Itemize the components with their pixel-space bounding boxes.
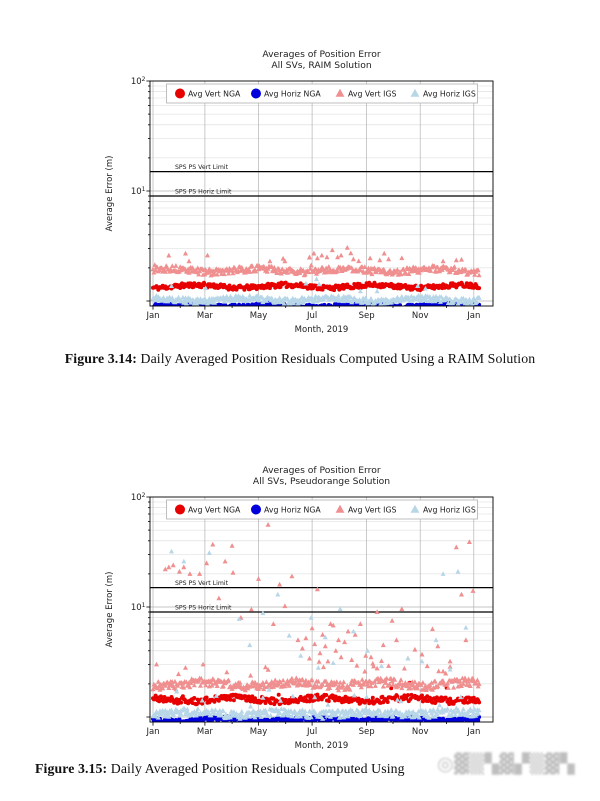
watermark-logo-icon: ◎: [437, 753, 455, 775]
sps-limit-label: SPS PS Horiz Limit: [175, 188, 232, 196]
chart-title-line1: Averages of Position Error: [262, 465, 381, 476]
legend-label: Avg Horiz IGS: [423, 89, 476, 99]
y-tick-label: $10^2$: [130, 75, 146, 88]
legend-circle-marker: [251, 89, 261, 99]
legend-label: Avg Vert NGA: [188, 89, 241, 99]
chart-legend: [167, 84, 478, 103]
x-tick-label: Jul: [306, 311, 318, 321]
figure-3-14-caption: [0, 351, 600, 367]
legend-label: Avg Vert NGA: [188, 505, 241, 515]
x-axis-label: Month, 2019: [294, 325, 349, 335]
sps-limit-label: SPS PS Vert Limit: [175, 164, 229, 172]
x-tick-label: Mar: [196, 727, 213, 737]
legend-circle-marker: [175, 89, 185, 99]
sps-limit-label: SPS PS Horiz Limit: [175, 604, 232, 612]
chart-title-line1: Averages of Position Error: [262, 49, 381, 60]
x-tick-label: May: [249, 311, 268, 321]
x-tick-label: Jan: [467, 727, 481, 737]
legend-label: Avg Horiz NGA: [264, 89, 321, 99]
position-error-raim-chart: [0, 45, 600, 345]
x-tick-label: Sep: [358, 727, 375, 737]
y-tick-label: $10^1$: [130, 601, 146, 614]
x-tick-label: Nov: [411, 311, 429, 321]
scatter-series-group: [151, 245, 482, 311]
chart-title-line2: All SVs, RAIM Solution: [271, 60, 372, 71]
legend-label: Avg Vert IGS: [348, 505, 397, 515]
cjk-watermark: [437, 753, 575, 775]
chart-title-line2: All SVs, Pseudorange Solution: [252, 476, 391, 487]
chart-legend: [167, 500, 478, 519]
x-tick-label: Mar: [196, 311, 213, 321]
x-tick-label: Jan: [146, 311, 160, 321]
legend-label: Avg Horiz NGA: [264, 505, 321, 515]
legend-circle-marker: [175, 505, 185, 515]
sps-limit-label: SPS PS Vert Limit: [175, 580, 229, 588]
x-tick-label: Jan: [467, 311, 481, 321]
figure-3-14-caption-label: Figure 3.14:: [64, 351, 137, 366]
x-tick-label: May: [249, 727, 268, 737]
legend-circle-marker: [251, 505, 261, 515]
x-tick-label: Jul: [306, 727, 318, 737]
series-avg-vert-nga: [151, 281, 481, 293]
position-error-pseudorange-chart: [0, 461, 600, 761]
series-avg-vert-igs: [151, 245, 482, 277]
figure-3-14-caption-text: Daily Averaged Position Residuals Computed Using a RAIM Solution: [136, 351, 536, 366]
x-tick-label: Nov: [411, 727, 429, 737]
y-axis-label: Average Error (m): [105, 571, 115, 648]
legend-label: Avg Horiz IGS: [423, 505, 476, 515]
scatter-series-group: [151, 522, 482, 725]
y-tick-label: $10^2$: [130, 491, 146, 504]
watermark-glyphs: ▓▒▚▓▞▒▓▚: [454, 753, 575, 775]
y-axis-label: Average Error (m): [105, 155, 115, 232]
figure-3-15-caption-text: Daily Averaged Position Residuals Computed Using: [107, 761, 405, 776]
figure-3-15-caption-label: Figure 3.15:: [35, 761, 108, 776]
y-tick-label: $10^1$: [130, 185, 146, 198]
x-tick-label: Sep: [358, 311, 375, 321]
x-tick-label: Jan: [146, 727, 160, 737]
x-axis-label: Month, 2019: [294, 741, 349, 751]
legend-label: Avg Vert IGS: [348, 89, 397, 99]
series-avg-horiz-igs: [151, 276, 482, 306]
